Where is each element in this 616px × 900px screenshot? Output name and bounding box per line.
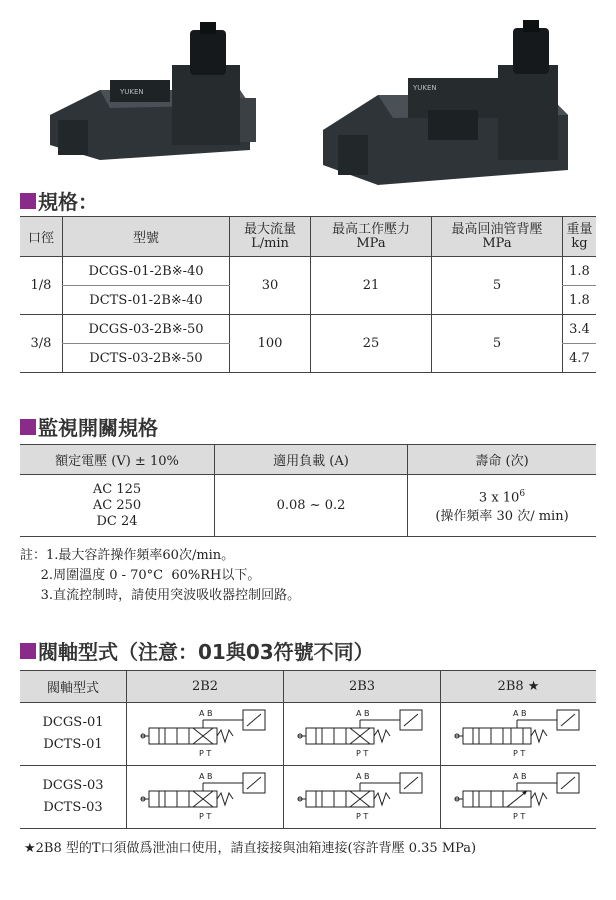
valve-photo-03 — [318, 20, 588, 190]
svg-text:A B: A B — [199, 772, 213, 781]
svg-text:A B: A B — [199, 709, 213, 718]
svg-text:A B: A B — [356, 709, 370, 718]
header-flow: 最大流量 L/min — [230, 217, 311, 257]
svg-text:YUKEN: YUKEN — [413, 84, 437, 92]
table-row: 1/8 DCGS-01-2B※-40 30 21 5 1.8 — [20, 257, 596, 286]
table-row: DCTS-01-2B※-40 1.8 — [20, 286, 596, 315]
spool-symbol-01-2b8 — [441, 703, 597, 766]
svg-text:P T: P T — [199, 812, 212, 821]
svg-text:A B: A B — [512, 772, 527, 781]
spool-section-title: 閥軸型式（注意：01與03符號不同） — [20, 636, 374, 665]
spool-symbol-03-2b2 — [127, 766, 284, 829]
notes: 註：1.最大容許操作頻率60次/min。 2.周圍溫度 0 - 70°C 60%RH以下。 3.直流控制時，請使用突波吸收器控制回路。 — [20, 548, 301, 603]
table-row: DCTS-03-2B※-50 4.7 — [20, 344, 596, 373]
table-row: AC 125 AC 250 DC 24 0.08 ~ 0.2 3 x $10^6$ (操作頻率 30 次/ min) — [20, 475, 596, 537]
header-pressure: 最高工作壓力 MPa — [311, 217, 432, 257]
spec-table — [20, 216, 596, 373]
table-row: 3/8 DCGS-03-2B※-50 100 25 5 3.4 — [20, 315, 596, 344]
spool-table: 閥軸型式 2B2 2B3 2B8 ★ DCGS-01 DCTS-01 A B P T A B P T A B P T DCGS-03 DCTS-03 A B P T A B P T A B P T — [20, 670, 596, 829]
svg-text:P T: P T — [356, 812, 369, 821]
svg-text:A B: A B — [512, 709, 527, 718]
header-size: 口徑 — [20, 217, 63, 257]
table-row: DCGS-01 DCTS-01 A B P T A B P T A B P T — [20, 703, 596, 766]
switch-table: 額定電壓 (V) ± 10% 適用負載 (A) 壽命 (次) AC 125 AC 250 DC 24 0.08 ~ 0.2 3 x $10^6$ (操作頻率 30 次/ min) — [20, 444, 596, 537]
section-marker-icon — [20, 419, 36, 435]
valve-photo-01 — [40, 20, 280, 170]
svg-text:P T: P T — [512, 812, 525, 821]
svg-text:P T: P T — [356, 749, 369, 758]
table-row: DCGS-03 DCTS-03 A B P T A B P T A B P T — [20, 766, 596, 829]
svg-text:A B: A B — [356, 772, 370, 781]
svg-text:YUKEN: YUKEN — [120, 88, 144, 96]
header-back-pressure: 最高回油管背壓 MPa — [432, 217, 563, 257]
svg-text:P T: P T — [199, 749, 212, 758]
header-weight: 重量 kg — [563, 217, 597, 257]
spool-symbol-03-2b8 — [441, 766, 597, 829]
spec-section-title: 規格： — [20, 186, 98, 215]
section-marker-icon — [20, 193, 36, 209]
footnote: ★2B8 型的T口須做爲泄油口使用，請直接接與油箱連接(容許背壓 0.35 MPa) — [24, 841, 477, 856]
svg-text:P T: P T — [512, 749, 525, 758]
switch-section-title: 監視開關規格 — [20, 412, 158, 441]
section-marker-icon — [20, 643, 36, 659]
spool-symbol-01-2b3 — [284, 703, 441, 766]
spool-symbol-03-2b3 — [284, 766, 441, 829]
spool-symbol-01-2b2 — [127, 703, 284, 766]
header-model: 型號 — [63, 217, 230, 257]
